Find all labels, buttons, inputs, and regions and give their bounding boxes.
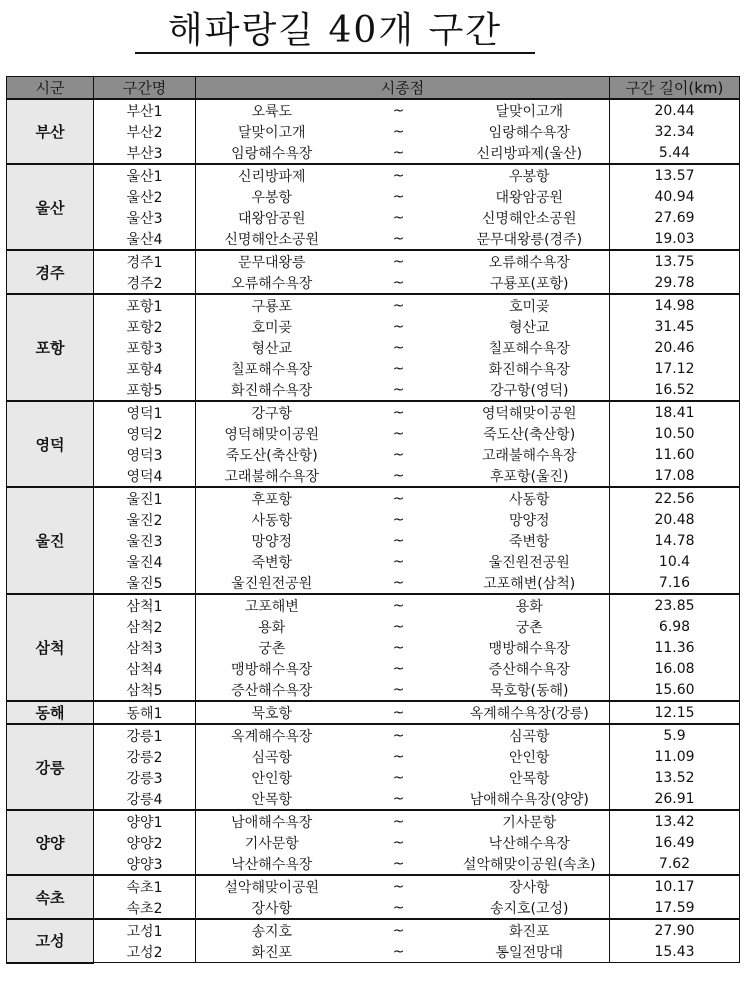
table-row bbox=[7, 767, 740, 788]
section-cell: 부산1 bbox=[94, 99, 196, 121]
start-point-cell: 맹방해수욕장 bbox=[196, 658, 348, 679]
section-cell: 울진4 bbox=[94, 551, 196, 572]
region-cell: 경주 bbox=[7, 250, 94, 294]
region-cell: 삼척 bbox=[7, 594, 94, 701]
tilde-cell: ~ bbox=[392, 532, 405, 549]
start-point-cell: 구룡포 bbox=[196, 294, 348, 316]
start-point-cell: 장사항 bbox=[196, 897, 348, 919]
tilde-cell: ~ bbox=[392, 230, 405, 247]
section-cell: 양양3 bbox=[94, 853, 196, 875]
tilde-cell: ~ bbox=[392, 188, 405, 205]
end-point-cell: 대왕암공원 bbox=[450, 186, 610, 207]
table-row bbox=[7, 509, 740, 530]
tilde-cell: ~ bbox=[392, 639, 405, 656]
section-cell: 울진5 bbox=[94, 572, 196, 594]
end-point-cell: 영덕해맞이공원 bbox=[450, 401, 610, 423]
section-cell: 경주2 bbox=[94, 272, 196, 294]
length-cell: 22.56 bbox=[610, 487, 740, 509]
table-header-row bbox=[7, 77, 740, 100]
end-point-cell: 강구항(영덕) bbox=[450, 379, 610, 401]
end-point-cell: 심곡항 bbox=[450, 724, 610, 746]
table-row bbox=[7, 316, 740, 337]
tilde-cell: ~ bbox=[392, 899, 405, 916]
table-row bbox=[7, 875, 740, 897]
table-row bbox=[7, 832, 740, 853]
tilde-cell: ~ bbox=[392, 681, 405, 698]
length-cell: 20.48 bbox=[610, 509, 740, 530]
start-point-cell: 대왕암공원 bbox=[196, 207, 348, 228]
region-cell: 포항 bbox=[7, 294, 94, 401]
end-point-cell: 신리방파제(울산) bbox=[450, 142, 610, 164]
end-point-cell: 낙산해수욕장 bbox=[450, 832, 610, 853]
header-section: 구간명 bbox=[94, 77, 196, 100]
tilde-cell: ~ bbox=[348, 701, 450, 724]
section-cell: 부산3 bbox=[94, 142, 196, 164]
length-cell: 14.98 bbox=[610, 294, 740, 316]
region-cell: 영덕 bbox=[7, 401, 94, 487]
length-cell: 13.52 bbox=[610, 767, 740, 788]
tilde-cell: ~ bbox=[392, 769, 405, 786]
start-point-cell: 문무대왕릉 bbox=[196, 250, 348, 272]
start-point-cell: 후포항 bbox=[196, 487, 348, 509]
length-cell: 32.34 bbox=[610, 121, 740, 142]
region-cell: 울산 bbox=[7, 164, 94, 250]
end-point-cell: 묵호항(동해) bbox=[450, 679, 610, 701]
table-row bbox=[7, 358, 740, 379]
start-point-cell: 신명해안소공원 bbox=[196, 228, 348, 250]
end-point-cell: 안인항 bbox=[450, 746, 610, 767]
table-row bbox=[7, 186, 740, 207]
length-cell: 14.78 bbox=[610, 530, 740, 551]
region-cell: 부산 bbox=[7, 99, 94, 164]
section-cell: 영덕4 bbox=[94, 465, 196, 487]
start-point-cell: 형산교 bbox=[196, 337, 348, 358]
end-point-cell: 호미곶 bbox=[450, 294, 610, 316]
section-cell: 울산4 bbox=[94, 228, 196, 250]
end-point-cell: 임랑해수욕장 bbox=[450, 121, 610, 142]
section-cell: 울산3 bbox=[94, 207, 196, 228]
length-cell: 11.60 bbox=[610, 444, 740, 465]
length-cell: 23.85 bbox=[610, 594, 740, 616]
length-cell: 26.91 bbox=[610, 788, 740, 810]
end-point-cell: 오류해수욕장 bbox=[450, 250, 610, 272]
end-point-cell: 달맞이고개 bbox=[450, 99, 610, 121]
end-point-cell: 안목항 bbox=[450, 767, 610, 788]
tilde-cell: ~ bbox=[392, 553, 405, 570]
table-row bbox=[7, 919, 740, 941]
tilde-cell: ~ bbox=[348, 99, 450, 121]
tilde-cell: ~ bbox=[392, 209, 405, 226]
tilde-cell: ~ bbox=[392, 339, 405, 356]
end-point-cell: 사동항 bbox=[450, 487, 610, 509]
start-point-cell: 낙산해수욕장 bbox=[196, 853, 348, 875]
section-cell: 강릉2 bbox=[94, 746, 196, 767]
start-point-cell: 화진포 bbox=[196, 941, 348, 963]
tilde-cell: ~ bbox=[392, 660, 405, 677]
length-cell: 7.16 bbox=[610, 572, 740, 594]
tilde-cell: ~ bbox=[348, 487, 450, 509]
section-cell: 삼척3 bbox=[94, 637, 196, 658]
tilde-cell: ~ bbox=[392, 318, 405, 335]
tilde-cell: ~ bbox=[392, 381, 405, 398]
length-cell: 15.60 bbox=[610, 679, 740, 701]
end-point-cell: 구룡포(포항) bbox=[450, 272, 610, 294]
table-row bbox=[7, 724, 740, 746]
end-point-cell: 후포항(울진) bbox=[450, 465, 610, 487]
table-row bbox=[7, 594, 740, 616]
end-point-cell: 남애해수욕장(양양) bbox=[450, 788, 610, 810]
table-row bbox=[7, 658, 740, 679]
tilde-cell: ~ bbox=[392, 511, 405, 528]
tilde-cell: ~ bbox=[348, 164, 450, 186]
route-sections-table bbox=[6, 76, 740, 964]
tilde-cell: ~ bbox=[392, 144, 405, 161]
length-cell: 16.08 bbox=[610, 658, 740, 679]
start-point-cell: 기사문항 bbox=[196, 832, 348, 853]
start-point-cell: 용화 bbox=[196, 616, 348, 637]
tilde-cell: ~ bbox=[392, 446, 405, 463]
length-cell: 40.94 bbox=[610, 186, 740, 207]
section-cell: 포항2 bbox=[94, 316, 196, 337]
length-cell: 12.15 bbox=[610, 701, 740, 724]
start-point-cell: 옥계해수욕장 bbox=[196, 724, 348, 746]
section-cell: 삼척1 bbox=[94, 594, 196, 616]
table-row bbox=[7, 788, 740, 810]
table-row bbox=[7, 401, 740, 423]
start-point-cell: 호미곶 bbox=[196, 316, 348, 337]
section-cell: 영덕1 bbox=[94, 401, 196, 423]
section-cell: 삼척4 bbox=[94, 658, 196, 679]
table-row bbox=[7, 164, 740, 186]
length-cell: 17.08 bbox=[610, 465, 740, 487]
table-row bbox=[7, 272, 740, 294]
tilde-cell: ~ bbox=[348, 875, 450, 897]
end-point-cell: 송지호(고성) bbox=[450, 897, 610, 919]
start-point-cell: 안인항 bbox=[196, 767, 348, 788]
end-point-cell: 장사항 bbox=[450, 875, 610, 897]
table-row bbox=[7, 616, 740, 637]
section-cell: 강릉4 bbox=[94, 788, 196, 810]
length-cell: 16.49 bbox=[610, 832, 740, 853]
header-region: 시군 bbox=[7, 77, 94, 100]
table-row bbox=[7, 142, 740, 164]
start-point-cell: 송지호 bbox=[196, 919, 348, 941]
length-cell: 7.62 bbox=[610, 853, 740, 875]
table-row bbox=[7, 294, 740, 316]
section-cell: 경주1 bbox=[94, 250, 196, 272]
start-point-cell: 강구항 bbox=[196, 401, 348, 423]
section-cell: 동해1 bbox=[94, 701, 196, 724]
length-cell: 27.69 bbox=[610, 207, 740, 228]
end-point-cell: 용화 bbox=[450, 594, 610, 616]
section-cell: 속초2 bbox=[94, 897, 196, 919]
region-cell: 속초 bbox=[7, 875, 94, 919]
region-cell: 양양 bbox=[7, 810, 94, 875]
tilde-cell: ~ bbox=[348, 401, 450, 423]
table-row bbox=[7, 530, 740, 551]
table-row bbox=[7, 701, 740, 724]
tilde-cell: ~ bbox=[348, 724, 450, 746]
end-point-cell: 죽도산(축산항) bbox=[450, 423, 610, 444]
table-row bbox=[7, 551, 740, 572]
table-row bbox=[7, 337, 740, 358]
end-point-cell: 설악해맞이공원(속초) bbox=[450, 853, 610, 875]
end-point-cell: 화진해수욕장 bbox=[450, 358, 610, 379]
table-body bbox=[7, 99, 740, 963]
end-point-cell: 고포해변(삼척) bbox=[450, 572, 610, 594]
section-cell: 울진2 bbox=[94, 509, 196, 530]
length-cell: 20.44 bbox=[610, 99, 740, 121]
section-cell: 울산1 bbox=[94, 164, 196, 186]
length-cell: 20.46 bbox=[610, 337, 740, 358]
table-row bbox=[7, 637, 740, 658]
table-row bbox=[7, 121, 740, 142]
start-point-cell: 오류해수욕장 bbox=[196, 272, 348, 294]
region-cell: 강릉 bbox=[7, 724, 94, 810]
table-row bbox=[7, 228, 740, 250]
section-cell: 울산2 bbox=[94, 186, 196, 207]
end-point-cell: 옥계해수욕장(강릉) bbox=[450, 701, 610, 724]
length-cell: 27.90 bbox=[610, 919, 740, 941]
end-point-cell: 죽변항 bbox=[450, 530, 610, 551]
length-cell: 16.52 bbox=[610, 379, 740, 401]
end-point-cell: 울진원전공원 bbox=[450, 551, 610, 572]
start-point-cell: 안목항 bbox=[196, 788, 348, 810]
end-point-cell: 궁촌 bbox=[450, 616, 610, 637]
table-row bbox=[7, 897, 740, 919]
end-point-cell: 문무대왕릉(경주) bbox=[450, 228, 610, 250]
start-point-cell: 칠포해수욕장 bbox=[196, 358, 348, 379]
section-cell: 속초1 bbox=[94, 875, 196, 897]
tilde-cell: ~ bbox=[392, 834, 405, 851]
table-row bbox=[7, 941, 740, 963]
start-point-cell: 임랑해수욕장 bbox=[196, 142, 348, 164]
end-point-cell: 신명해안소공원 bbox=[450, 207, 610, 228]
section-cell: 양양2 bbox=[94, 832, 196, 853]
tilde-cell: ~ bbox=[392, 790, 405, 807]
start-point-cell: 울진원전공원 bbox=[196, 572, 348, 594]
section-cell: 영덕2 bbox=[94, 423, 196, 444]
end-point-cell: 고래불해수욕장 bbox=[450, 444, 610, 465]
tilde-cell: ~ bbox=[348, 941, 450, 963]
section-cell: 삼척5 bbox=[94, 679, 196, 701]
start-point-cell: 오륙도 bbox=[196, 99, 348, 121]
table-row bbox=[7, 853, 740, 875]
start-point-cell: 궁촌 bbox=[196, 637, 348, 658]
tilde-cell: ~ bbox=[392, 467, 405, 484]
tilde-cell: ~ bbox=[348, 250, 450, 272]
section-cell: 울진3 bbox=[94, 530, 196, 551]
length-cell: 18.41 bbox=[610, 401, 740, 423]
page-title: 해파랑길 40개 구간 bbox=[167, 10, 503, 51]
length-cell: 5.9 bbox=[610, 724, 740, 746]
end-point-cell: 망양정 bbox=[450, 509, 610, 530]
end-point-cell: 맹방해수욕장 bbox=[450, 637, 610, 658]
length-cell: 13.42 bbox=[610, 810, 740, 832]
tilde-cell: ~ bbox=[392, 748, 405, 765]
section-cell: 영덕3 bbox=[94, 444, 196, 465]
tilde-cell: ~ bbox=[392, 855, 405, 872]
section-cell: 포항3 bbox=[94, 337, 196, 358]
section-cell: 고성2 bbox=[94, 941, 196, 963]
start-point-cell: 묵호항 bbox=[196, 701, 348, 724]
start-point-cell: 망양정 bbox=[196, 530, 348, 551]
tilde-cell: ~ bbox=[392, 618, 405, 635]
end-point-cell: 칠포해수욕장 bbox=[450, 337, 610, 358]
table-row bbox=[7, 679, 740, 701]
end-point-cell: 통일전망대 bbox=[450, 941, 610, 963]
table-row bbox=[7, 444, 740, 465]
table-row bbox=[7, 250, 740, 272]
tilde-cell: ~ bbox=[348, 919, 450, 941]
section-cell: 삼척2 bbox=[94, 616, 196, 637]
start-point-cell: 사동항 bbox=[196, 509, 348, 530]
start-point-cell: 영덕해맞이공원 bbox=[196, 423, 348, 444]
table-row bbox=[7, 810, 740, 832]
tilde-cell: ~ bbox=[392, 425, 405, 442]
length-cell: 10.50 bbox=[610, 423, 740, 444]
table-row bbox=[7, 487, 740, 509]
end-point-cell: 형산교 bbox=[450, 316, 610, 337]
length-cell: 11.09 bbox=[610, 746, 740, 767]
tilde-cell: ~ bbox=[392, 123, 405, 140]
end-point-cell: 화진포 bbox=[450, 919, 610, 941]
start-point-cell: 화진해수욕장 bbox=[196, 379, 348, 401]
table-row bbox=[7, 423, 740, 444]
start-point-cell: 증산해수욕장 bbox=[196, 679, 348, 701]
length-cell: 6.98 bbox=[610, 616, 740, 637]
header-length: 구간 길이(km) bbox=[610, 77, 740, 100]
end-point-cell: 기사문항 bbox=[450, 810, 610, 832]
length-cell: 10.4 bbox=[610, 551, 740, 572]
table-row bbox=[7, 99, 740, 121]
length-cell: 13.75 bbox=[610, 250, 740, 272]
length-cell: 11.36 bbox=[610, 637, 740, 658]
section-cell: 포항1 bbox=[94, 294, 196, 316]
length-cell: 10.17 bbox=[610, 875, 740, 897]
start-point-cell: 심곡항 bbox=[196, 746, 348, 767]
length-cell: 29.78 bbox=[610, 272, 740, 294]
table-row bbox=[7, 465, 740, 487]
section-cell: 강릉3 bbox=[94, 767, 196, 788]
length-cell: 17.59 bbox=[610, 897, 740, 919]
table-row bbox=[7, 572, 740, 594]
tilde-cell: ~ bbox=[348, 594, 450, 616]
region-cell: 울진 bbox=[7, 487, 94, 594]
table-row bbox=[7, 207, 740, 228]
region-cell: 동해 bbox=[7, 701, 94, 724]
start-point-cell: 남애해수욕장 bbox=[196, 810, 348, 832]
section-cell: 고성1 bbox=[94, 919, 196, 941]
end-point-cell: 증산해수욕장 bbox=[450, 658, 610, 679]
header-endpoints: 시종점 bbox=[196, 77, 610, 100]
length-cell: 31.45 bbox=[610, 316, 740, 337]
table-row bbox=[7, 379, 740, 401]
start-point-cell: 우봉항 bbox=[196, 186, 348, 207]
section-cell: 강릉1 bbox=[94, 724, 196, 746]
section-cell: 양양1 bbox=[94, 810, 196, 832]
length-cell: 13.57 bbox=[610, 164, 740, 186]
tilde-cell: ~ bbox=[348, 810, 450, 832]
start-point-cell: 죽도산(축산항) bbox=[196, 444, 348, 465]
region-cell: 고성 bbox=[7, 919, 94, 963]
start-point-cell: 설악해맞이공원 bbox=[196, 875, 348, 897]
section-cell: 부산2 bbox=[94, 121, 196, 142]
length-cell: 15.43 bbox=[610, 941, 740, 963]
table-row bbox=[7, 746, 740, 767]
tilde-cell: ~ bbox=[392, 360, 405, 377]
title-underline bbox=[135, 52, 535, 54]
section-cell: 포항4 bbox=[94, 358, 196, 379]
start-point-cell: 달맞이고개 bbox=[196, 121, 348, 142]
length-cell: 5.44 bbox=[610, 142, 740, 164]
length-cell: 17.12 bbox=[610, 358, 740, 379]
tilde-cell: ~ bbox=[348, 294, 450, 316]
section-cell: 울진1 bbox=[94, 487, 196, 509]
tilde-cell: ~ bbox=[392, 574, 405, 591]
start-point-cell: 신리방파제 bbox=[196, 164, 348, 186]
length-cell: 19.03 bbox=[610, 228, 740, 250]
section-cell: 포항5 bbox=[94, 379, 196, 401]
start-point-cell: 죽변항 bbox=[196, 551, 348, 572]
end-point-cell: 우봉항 bbox=[450, 164, 610, 186]
tilde-cell: ~ bbox=[392, 274, 405, 291]
start-point-cell: 고래불해수욕장 bbox=[196, 465, 348, 487]
start-point-cell: 고포해변 bbox=[196, 594, 348, 616]
